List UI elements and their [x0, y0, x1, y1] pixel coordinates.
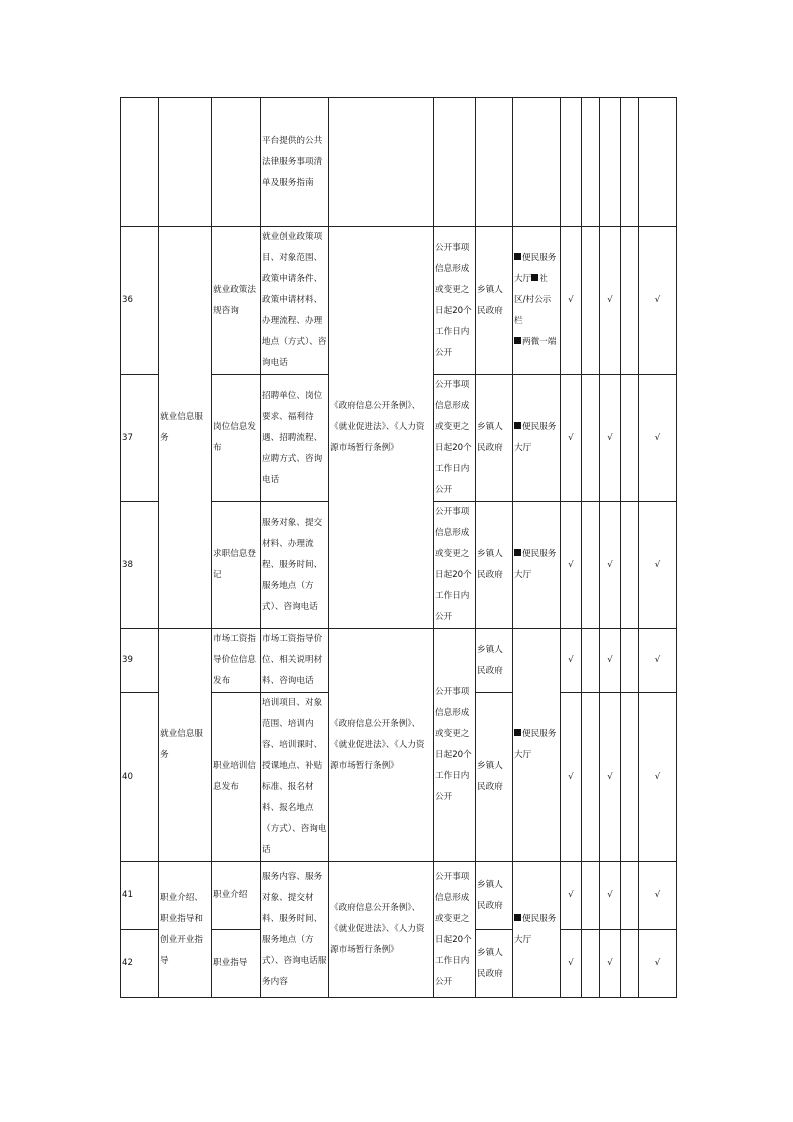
subject-cell: 乡镇人民政府	[476, 930, 513, 998]
check-cell	[561, 98, 582, 227]
time-cell: 公开事项信息形成或变更之日起20个工作日内公开	[434, 502, 476, 629]
check-cell	[582, 862, 600, 930]
check-cell	[582, 227, 600, 375]
table-row	[121, 227, 677, 375]
check-mark: √	[600, 930, 621, 998]
row-number: 36	[121, 227, 159, 375]
check-cell	[582, 693, 600, 862]
subject-cell: 乡镇人民政府	[476, 227, 513, 375]
row-number: 38	[121, 502, 159, 629]
check-cell	[639, 98, 677, 227]
subject-cell: 乡镇人民政府	[476, 375, 513, 502]
basis-cell: 《政府信息公开条例》、《就业促进法》、《人力资源市场暂行条例》	[329, 862, 434, 998]
check-mark: √	[561, 862, 582, 930]
item-cell: 职业指导	[212, 930, 261, 998]
check-mark: √	[561, 502, 582, 629]
channel-text: 便民服务大厅	[514, 422, 557, 453]
filled-square-icon	[514, 549, 521, 556]
content-cell: 招聘单位、岗位要求、福利待遇、招聘流程、应聘方式、咨询电话	[261, 375, 329, 502]
check-mark: √	[600, 693, 621, 862]
row-number: 39	[121, 629, 159, 693]
content-cell: 平台提供的公共法律服务事项清单及服务指南	[261, 98, 329, 227]
time-cell: 公开事项信息形成或变更之日起20个工作日内公开	[434, 629, 476, 862]
check-mark: √	[639, 862, 677, 930]
check-mark: √	[600, 862, 621, 930]
check-mark: √	[639, 629, 677, 693]
item-cell: 求职信息登记	[212, 502, 261, 629]
check-mark: √	[561, 375, 582, 502]
check-mark: √	[639, 930, 677, 998]
disclosure-table	[120, 97, 677, 998]
channel-text: 便民服务大厅	[514, 913, 557, 945]
item-cell: 职业培训信息发布	[212, 693, 261, 862]
check-mark: √	[639, 375, 677, 502]
filled-square-icon	[531, 274, 538, 281]
filled-square-icon	[514, 422, 521, 429]
channel-cell	[513, 375, 561, 502]
content-cell: 服务对象、提交材料、办理流程、服务时间、服务地点（方式）、咨询电话	[261, 502, 329, 629]
channel-cell	[513, 862, 561, 998]
check-cell	[621, 629, 639, 693]
check-cell	[582, 98, 600, 227]
basis-cell: 《政府信息公开条例》、《就业促进法》、《人力资源市场暂行条例》	[329, 629, 434, 862]
row-number: 40	[121, 693, 159, 862]
category-cell: 职业介绍、职业指导和创业开业指导	[159, 862, 212, 998]
channel-cell	[513, 98, 561, 227]
content-cell: 培训项目、对象范围、培训内容、培训课时、授课地点、补贴标准、报名材料、报名地点（方式）、咨询电话	[261, 693, 329, 862]
basis-cell	[329, 98, 434, 227]
category-cell	[159, 98, 212, 227]
check-mark: √	[639, 693, 677, 862]
subject-cell	[476, 98, 513, 227]
item-cell: 市场工资指导价位信息发布	[212, 629, 261, 693]
channel-cell	[513, 629, 561, 862]
subject-cell: 乡镇人民政府	[476, 502, 513, 629]
check-cell	[621, 227, 639, 375]
time-cell	[434, 98, 476, 227]
filled-square-icon	[514, 337, 521, 344]
check-cell	[582, 930, 600, 998]
check-mark: √	[600, 629, 621, 693]
filled-square-icon	[514, 253, 521, 260]
check-mark: √	[600, 502, 621, 629]
channel-text: 便民服务大厅	[514, 549, 557, 580]
check-cell	[621, 862, 639, 930]
time-cell: 公开事项信息形成或变更之日起20个工作日内公开	[434, 862, 476, 998]
check-cell	[621, 98, 639, 227]
subject-cell: 乡镇人民政府	[476, 862, 513, 930]
category-cell: 就业信息服务	[159, 227, 212, 629]
subject-cell: 乡镇人民政府	[476, 629, 513, 693]
filled-square-icon	[514, 914, 521, 921]
check-cell	[621, 693, 639, 862]
table-row	[121, 629, 677, 693]
check-cell	[621, 930, 639, 998]
check-cell	[621, 502, 639, 629]
row-number-cell	[121, 98, 159, 227]
table-row	[121, 862, 677, 930]
content-cell: 就业创业政策项目、对象范围、政策申请条件、政策申请材料、办理流程、办理地点（方式）、咨询电话	[261, 227, 329, 375]
check-mark: √	[561, 930, 582, 998]
row-number: 42	[121, 930, 159, 998]
category-cell: 就业信息服务	[159, 629, 212, 862]
table-row	[121, 98, 677, 227]
item-cell	[212, 98, 261, 227]
check-mark: √	[639, 227, 677, 375]
subject-cell: 乡镇人民政府	[476, 693, 513, 862]
check-cell	[621, 375, 639, 502]
check-mark: √	[600, 375, 621, 502]
time-cell: 公开事项信息形成或变更之日起20个工作日内公开	[434, 375, 476, 502]
row-number: 41	[121, 862, 159, 930]
check-cell	[582, 375, 600, 502]
check-mark: √	[561, 629, 582, 693]
item-cell: 岗位信息发布	[212, 375, 261, 502]
channel-online: 两微一端	[522, 337, 557, 347]
channel-board: 社区/村公示栏	[514, 274, 552, 326]
check-mark: √	[600, 227, 621, 375]
channel-cell	[513, 227, 561, 375]
item-cell: 职业介绍	[212, 862, 261, 930]
filled-square-icon	[514, 729, 521, 736]
check-mark: √	[561, 227, 582, 375]
check-cell	[582, 502, 600, 629]
row-number: 37	[121, 375, 159, 502]
content-cell: 服务内容、服务对象、提交材料、服务时间、服务地点（方式）、咨询电话服务内容	[261, 862, 329, 998]
time-cell: 公开事项信息形成或变更之日起20个工作日内公开	[434, 227, 476, 375]
check-cell	[600, 98, 621, 227]
content-cell: 市场工资指导价位、相关说明材料、咨询电话	[261, 629, 329, 693]
item-cell: 就业政策法规咨询	[212, 227, 261, 375]
channel-text: 便民服务大厅	[514, 729, 557, 760]
check-mark: √	[561, 693, 582, 862]
basis-cell: 《政府信息公开条例》、《就业促进法》、《人力资源市场暂行条例》	[329, 227, 434, 629]
check-mark: √	[639, 502, 677, 629]
channel-cell	[513, 502, 561, 629]
check-cell	[582, 629, 600, 693]
channel-hall: 便民服务大厅	[514, 253, 557, 284]
